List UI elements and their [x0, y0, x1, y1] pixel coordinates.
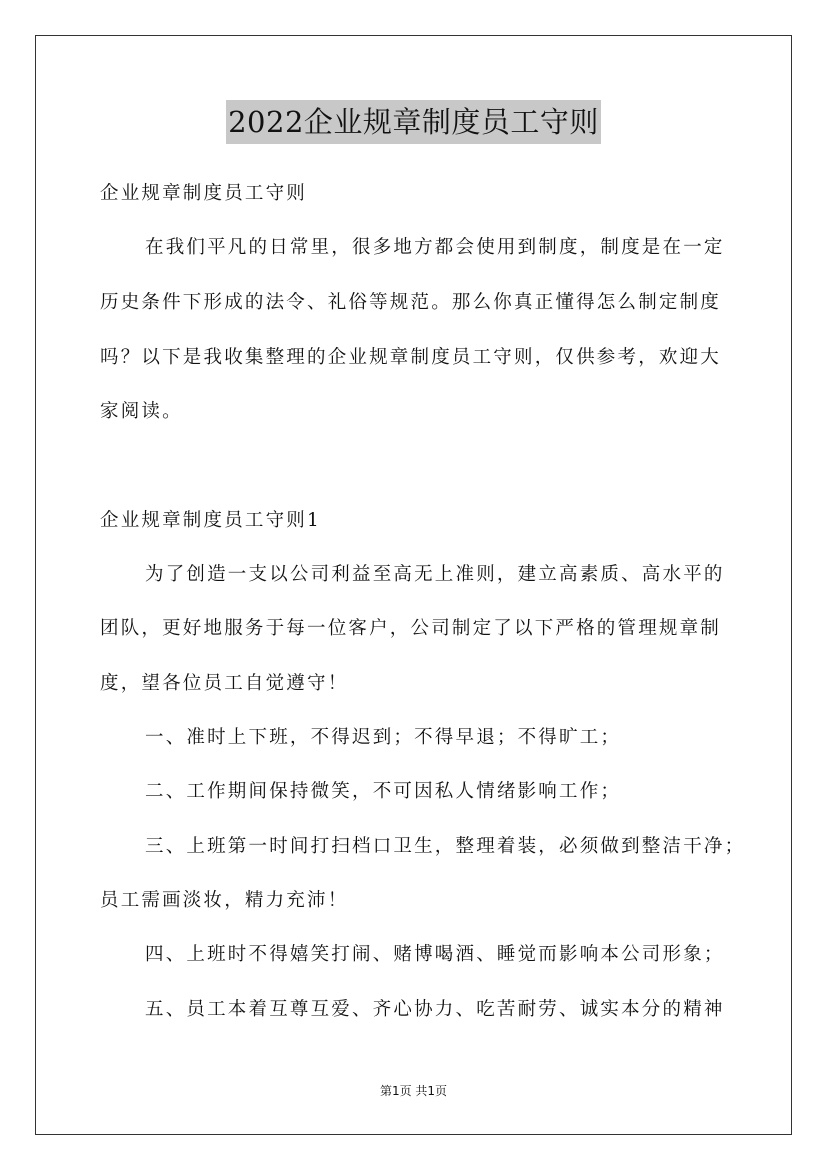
page-number: 第1页 共1页 — [379, 1084, 448, 1098]
rule-item: 三、上班第一时间打扫档口卫生，整理着装，必须做到整洁干净； — [145, 836, 746, 857]
title-container — [0, 100, 827, 144]
paragraph-line: 吗？以下是我收集整理的企业规章制度员工守则，仅供参考，欢迎大 — [100, 347, 722, 368]
rule-item: 二、工作期间保持微笑，不可因私人情绪影响工作； — [145, 781, 622, 802]
paragraph-line: 家阅读。 — [100, 401, 183, 422]
paragraph-line: 团队，更好地服务于每一位客户，公司制定了以下严格的管理规章制 — [100, 618, 722, 639]
paragraph-line: 历史条件下形成的法令、礼俗等规范。那么你真正懂得怎么制定制度 — [100, 292, 722, 313]
rule-item: 一、准时上下班，不得迟到；不得早退；不得旷工； — [145, 727, 622, 748]
paragraph-line: 员工需画淡妆，精力充沛！ — [100, 890, 349, 911]
document-title: 2022企业规章制度员工守则 — [226, 100, 601, 144]
section-heading: 企业规章制度员工守则 — [100, 183, 308, 204]
section-heading: 企业规章制度员工守则1 — [100, 510, 321, 531]
paragraph-line: 为了创造一支以公司利益至高无上准则，建立高素质、高水平的 — [145, 564, 725, 585]
paragraph-line: 在我们平凡的日常里，很多地方都会使用到制度，制度是在一定 — [145, 237, 725, 258]
rule-item: 五、员工本着互尊互爱、齐心协力、吃苦耐劳、诚实本分的精神 — [145, 999, 725, 1020]
rule-item: 四、上班时不得嬉笑打闹、赌博喝酒、睡觉而影响本公司形象； — [145, 944, 725, 965]
paragraph-line: 度，望各位员工自觉遵守！ — [100, 673, 349, 694]
